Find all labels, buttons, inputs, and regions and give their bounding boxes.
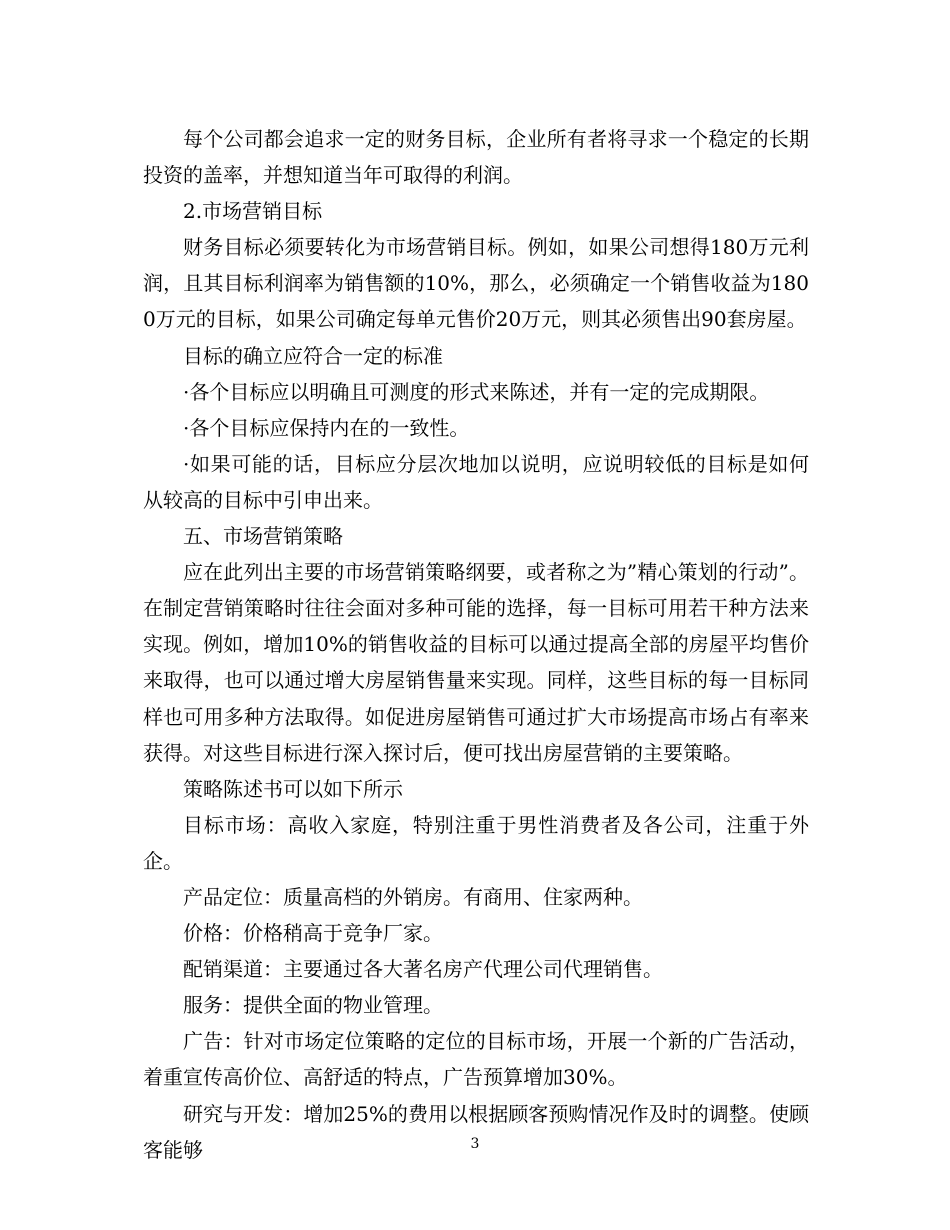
paragraph-financial-goal: 每个公司都会追求一定的财务目标，企业所有者将寻求一个稳定的长期投资的盖率，并想知道当年可取得的利润。 [143, 127, 809, 188]
paragraph-research: 研究与开发：增加25%的费用以根据顾客预购情况作及时的调整。使顾客能够 [143, 1101, 809, 1162]
body-text [143, 121, 809, 1168]
paragraph-strategy-outline: 应在此列出主要的市场营销策略纲要，或者称之为”精心策划的行动”。在制定营销策略时往往会面对多种可能的选择，每一目标可用若干种方法来实现。例如，增加10%的销售收益的目标可以通过提高全部的房屋平均售价来取得，也可以通过增大房屋销售量来实现。同样，这些目标的每一目标同样也可用多种方法取得。如促进房屋销售可通过扩大市场提高市场占有率来获得。对这些目标进行深入探讨后，便可找出房屋营销的主要策略。 [143, 560, 809, 765]
heading-marketing-goal: 2.市场营销目标 [183, 199, 323, 224]
paragraph-advertising: 广告：针对市场定位策略的定位的目标市场，开展一个新的广告活动，着重宣传高价位、高舒适的特点，广告预算增加30%。 [143, 1029, 809, 1090]
heading-marketing-strategy: 五、市场营销策略 [183, 524, 343, 549]
paragraph-strategy-statement: 策略陈述书可以如下所示 [183, 776, 403, 801]
page-number: 3 [470, 1136, 480, 1152]
paragraph-goal-standards: 目标的确立应符合一定的标准 [183, 343, 443, 368]
bullet-item-measurable: ·各个目标应以明确且可测度的形式来陈述，并有一定的完成期限。 [183, 379, 770, 404]
paragraph-product-positioning: 产品定位：质量高档的外销房。有商用、住家两种。 [183, 884, 643, 909]
paragraph-marketing-goal: 财务目标必须要转化为市场营销目标。例如，如果公司想得180万元利润，且其目标利润率为销售额的10%，那么，必须确定一个销售收益为1800万元的目标，如果公司确定每单元售价20万元，则其必须售出90套房屋。 [143, 235, 809, 332]
paragraph-price: 价格：价格稍高于竞争厂家。 [183, 921, 443, 946]
bullet-item-hierarchy: ·如果可能的话，目标应分层次地加以说明，应说明较低的目标是如何从较高的目标中引申出来。 [143, 451, 809, 512]
paragraph-distribution: 配销渠道：主要通过各大著名房产代理公司代理销售。 [183, 957, 663, 982]
paragraph-service: 服务：提供全面的物业管理。 [183, 993, 443, 1018]
bullet-item-consistency: ·各个目标应保持内在的一致性。 [183, 415, 470, 440]
paragraph-target-market: 目标市场：高收入家庭，特别注重于男性消费者及各公司，注重于外企。 [143, 812, 809, 873]
